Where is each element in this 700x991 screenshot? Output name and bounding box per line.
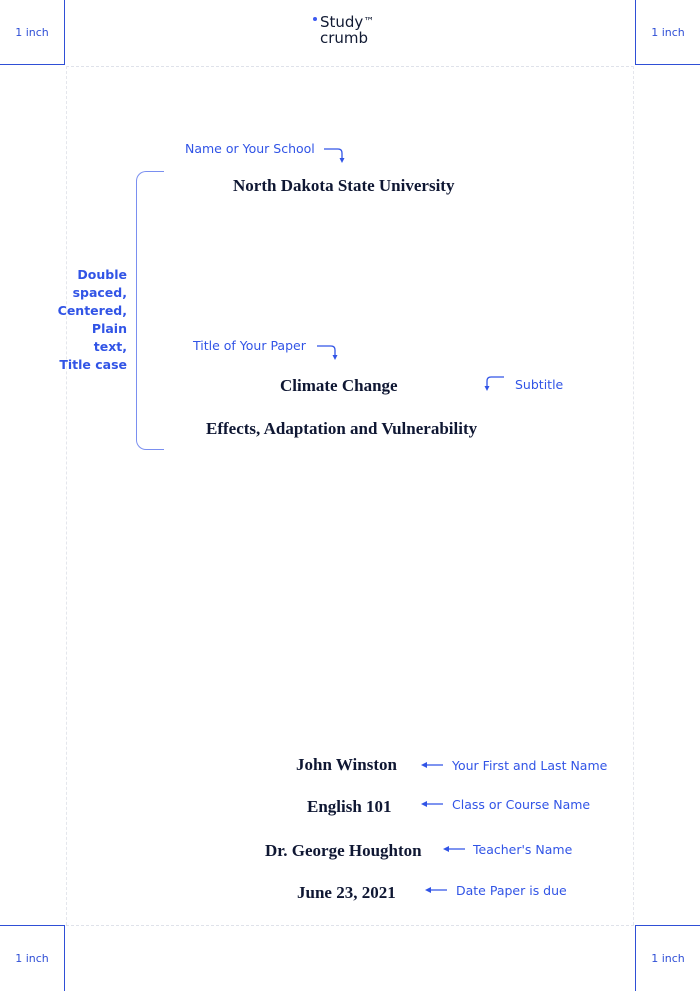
arrow-left-icon	[425, 886, 447, 894]
annotation-teacher: Teacher's Name	[473, 842, 573, 857]
logo-line1: Study	[320, 13, 364, 31]
teacher-name: Dr. George Houghton	[265, 841, 422, 860]
margin-label-top-left: 1 inch	[0, 0, 65, 65]
paper-title: Climate Change	[280, 376, 398, 395]
logo-dot-icon	[313, 17, 317, 21]
formatting-line: Double	[77, 267, 127, 282]
due-date: June 23, 2021	[297, 883, 396, 902]
arrow-down-left-icon	[483, 376, 505, 394]
annotation-author: Your First and Last Name	[452, 758, 608, 773]
annotation-course: Class or Course Name	[452, 797, 591, 812]
author-name: John Winston	[296, 755, 397, 774]
school-name: North Dakota State University	[233, 176, 455, 195]
studycrumb-logo	[320, 14, 374, 46]
course-name: English 101	[307, 797, 392, 816]
arrow-down-right-icon	[316, 345, 338, 361]
margin-guide-bottom	[66, 925, 634, 926]
arrow-left-icon	[443, 845, 465, 853]
annotation-formatting	[55, 266, 127, 374]
annotation-date: Date Paper is due	[456, 883, 567, 898]
margin-guide-top	[66, 66, 634, 67]
margin-label-bottom-left: 1 inch	[0, 925, 65, 991]
formatting-line: Centered,	[57, 303, 127, 318]
arrow-down-right-icon	[323, 148, 345, 164]
margin-guide-right	[633, 66, 634, 925]
arrow-left-icon	[421, 800, 443, 808]
paper-subtitle: Effects, Adaptation and Vulnerability	[206, 419, 478, 438]
annotation-subtitle: Subtitle	[515, 377, 564, 392]
formatting-line: spaced,	[72, 285, 127, 300]
margin-label-bottom-right: 1 inch	[635, 925, 700, 991]
logo-line2: crumb	[320, 29, 369, 47]
margin-label-top-right: 1 inch	[635, 0, 700, 65]
margin-guide-left	[66, 66, 67, 925]
formatting-line: Title case	[59, 357, 127, 372]
annotation-school: Name or Your School	[185, 141, 315, 156]
arrow-left-icon	[421, 761, 443, 769]
bracket-formatting	[136, 171, 164, 450]
logo-trademark: ™	[363, 15, 375, 28]
formatting-line: Plain text,	[91, 321, 127, 354]
annotation-title: Title of Your Paper	[193, 338, 306, 353]
